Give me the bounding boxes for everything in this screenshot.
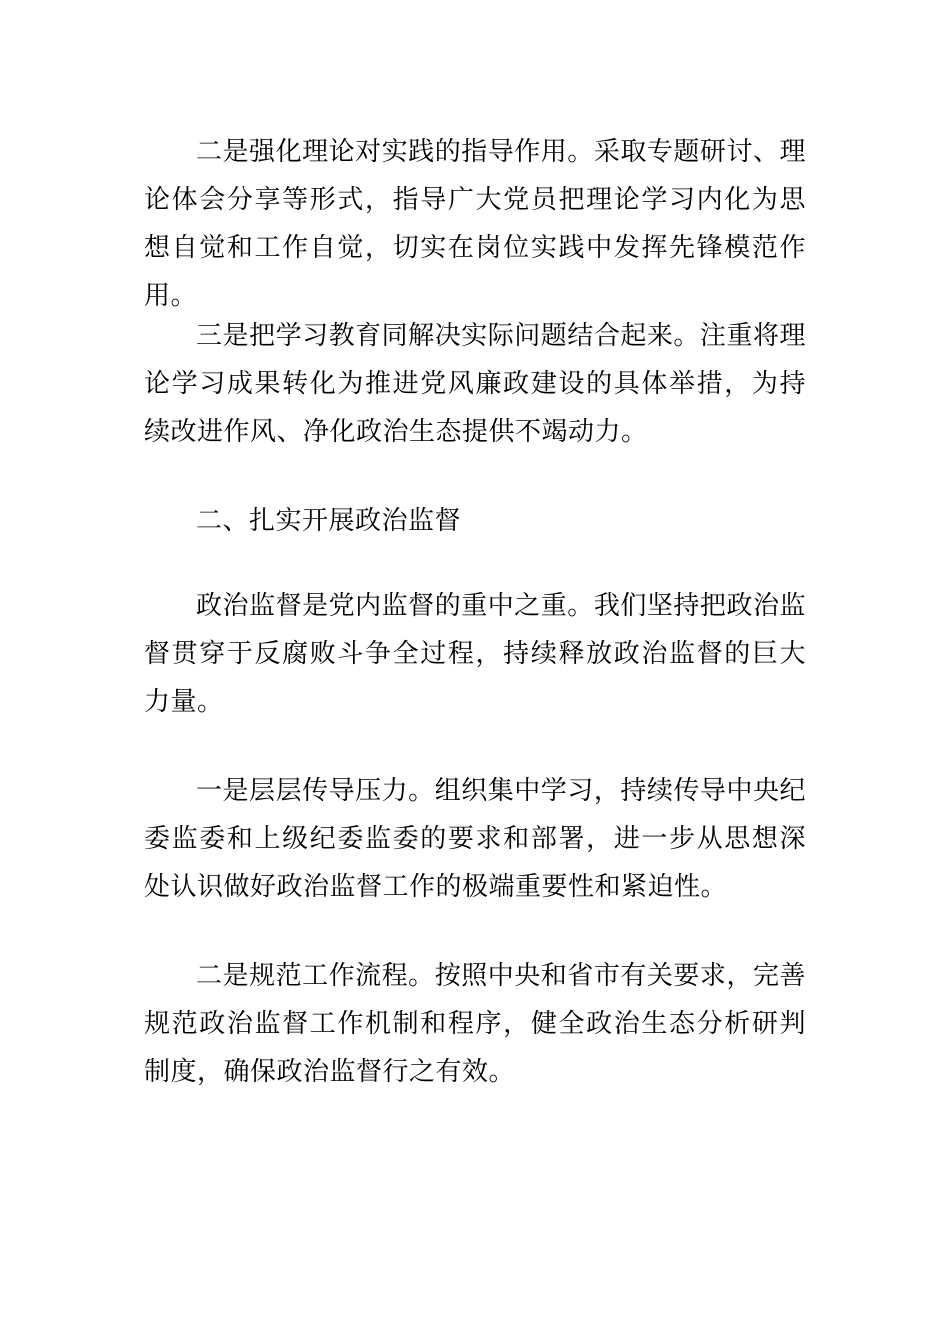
paragraph-supervision-intro: 政治监督是党内监督的重中之重。我们坚持把政治监督贯穿于反腐败斗争全过程，持续释放政治监督的巨大力量。 [144,591,806,717]
paragraph-theory-guidance: 二是强化理论对实践的指导作用。采取专题研讨、理论体会分享等形式，指导广大党员把理论学习内化为思想自觉和工作自觉，切实在岗位实践中发挥先锋模范作用。 [144,137,806,311]
paragraph-problem-solving: 三是把学习教育同解决实际问题结合起来。注重将理论学习成果转化为推进党风廉政建设的具体举措，为持续改进作风、净化政治生态提供不竭动力。 [144,321,806,447]
paragraph-transmit-pressure: 一是层层传导压力。组织集中学习，持续传导中央纪委监委和上级纪委监委的要求和部署，进一步从思想深处认识做好政治监督工作的极端重要性和紧迫性。 [144,776,806,902]
section-heading-political-supervision: 二、扎实开展政治监督 [196,506,462,536]
paragraph-standardize-process: 二是规范工作流程。按照中央和省市有关要求，完善规范政治监督工作机制和程序，健全政治生态分析研判制度，确保政治监督行之有效。 [144,961,806,1087]
